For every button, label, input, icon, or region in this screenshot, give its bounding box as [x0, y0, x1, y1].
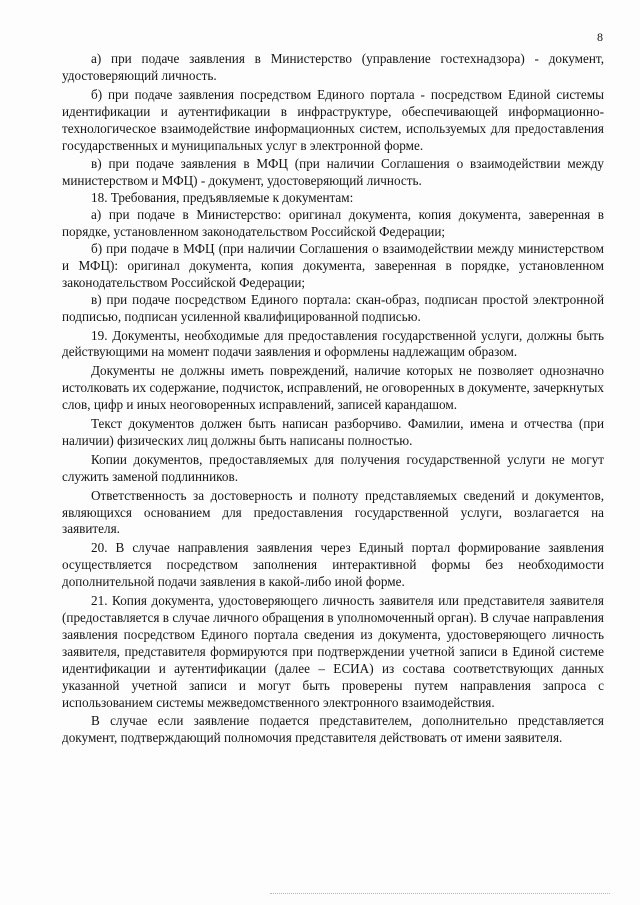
paragraph-documents-text: Текст документов должен быть написан разборчиво. Фамилии, имена и отчества (при наличии) физических лиц должны быть написаны полностью. [62, 416, 604, 448]
paragraph-responsibility: Ответственность за достоверность и полноту представляемых сведений и документов, являющихся основанием для предоставления государственной услуги, возлагается на заявителя. [62, 487, 604, 537]
paragraph-18-v: в) при подаче посредством Единого портала: скан-образ, подписан простой электронной подписью, подписан усиленной квалифицированной подписью. [62, 291, 604, 324]
scan-artifact-line [270, 893, 610, 894]
paragraph-documents-damage: Документы не должны иметь повреждений, наличие которых не позволяет однозначно истолковать их содержание, подчисток, исправлений, не оговоренных в документе, зачеркнутых слов, цифр и иных неоговоренных исправлений, записей карандашом. [62, 363, 604, 413]
document-body [62, 51, 604, 747]
paragraph-copies: Копии документов, предоставляемых для получения государственной услуги не могут служить заменой подлинников. [62, 451, 604, 484]
paragraph-19: 19. Документы, необходимые для предоставления государственной услуги, должны быть действующими на момент подачи заявления и оформлены надлежащим образом. [62, 327, 604, 360]
page-number: 8 [597, 30, 603, 44]
paragraph-item-v-mfc: в) при подаче заявления в МФЦ (при наличии Соглашения о взаимодействии между министерством и МФЦ) - документ, удостоверяющий личность. [62, 156, 604, 189]
paragraph-21: 21. Копия документа, удостоверяющего личность заявителя или представителя заявителя (предоставляется в случае личного обращения в уполномоченный орган). В случае направления заявления посредством Единого портала сведения из документа, удостоверяющего личность заявителя, представителя формируются при подтверждении учетной записи в Единой системе идентификации и аутентификации (далее – ЕСИА) из состава соответствующих данных указанной учетной записи и могут быть проверены путем направления запроса с использованием системы межведомственного электронного взаимодействия. [62, 593, 604, 710]
paragraph-item-a-ministry: а) при подаче заявления в Министерство (управление гостехнадзора) - документ, удостоверяющий личность. [62, 51, 604, 83]
paragraph-18-heading: 18. Требования, предъявляемые к документам: [91, 190, 354, 206]
paragraph-representative: В случае если заявление подается представителем, дополнительно представляется документ, подтверждающий полномочия представителя действовать от имени заявителя. [62, 713, 604, 746]
paragraph-20: 20. В случае направления заявления через Единый портал формирование заявления осуществляется посредством заполнения интерактивной формы без необходимости дополнительной подачи заявления в какой-либо иной форме. [62, 540, 604, 590]
paragraph-item-b-portal: б) при подаче заявления посредством Единого портала - посредством Единой системы идентификации и аутентификации в инфраструктуре, обеспечивающей информационно-технологическое взаимодействие информационных систем, используемых для предоставления государственных и муниципальных услуг в электронной форме. [62, 86, 604, 153]
paragraph-18-b: б) при подаче в МФЦ (при наличии Соглашения о взаимодействии между министерством и МФЦ): оригинал документа, копия документа, заверенная в порядке, установленном законодательством Российской Федерации; [62, 240, 604, 290]
paragraph-18-a: а) при подаче в Министерство: оригинал документа, копия документа, заверенная в порядке, установленном законодательством Российской Федерации; [62, 207, 604, 240]
